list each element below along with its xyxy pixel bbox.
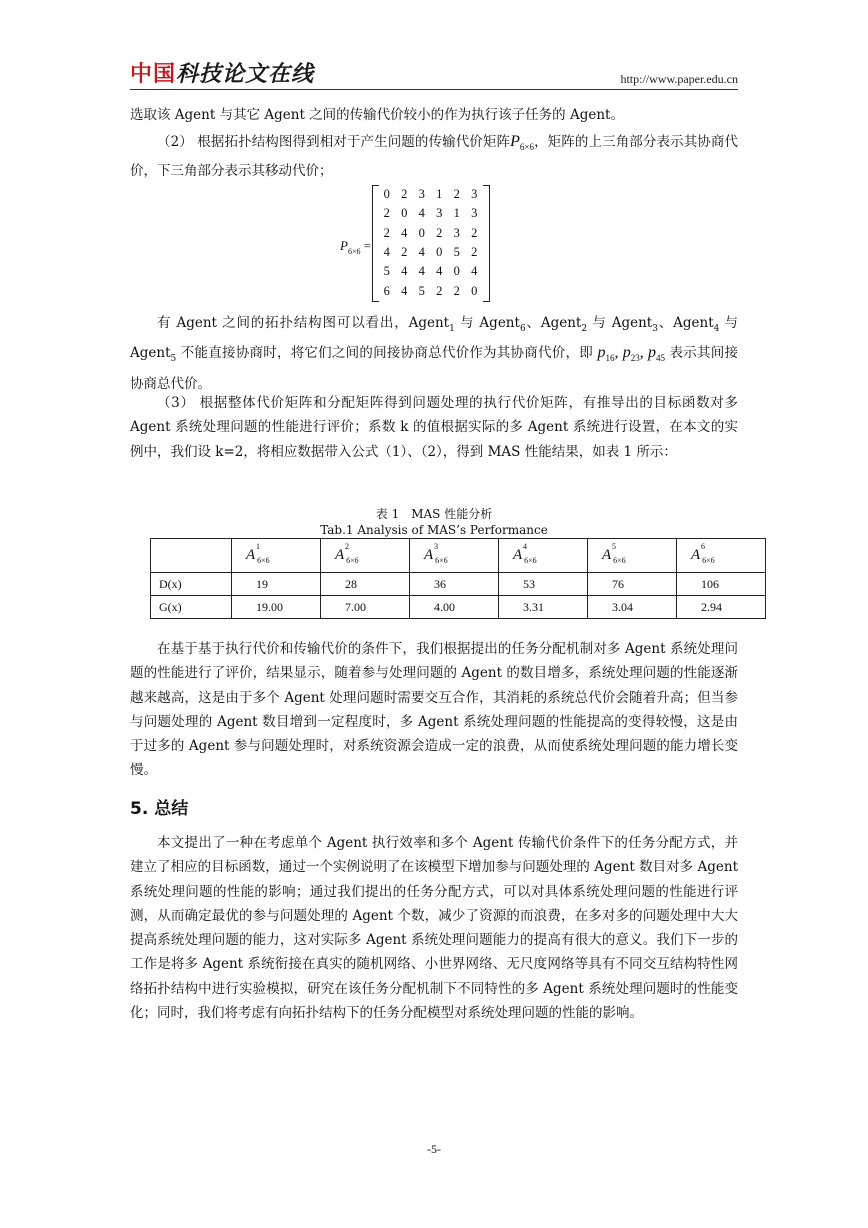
- table-row-label: D(x): [151, 573, 232, 596]
- table-header-cell: A 1 $_{6\times 6}$: [232, 539, 321, 573]
- matrix-cell: 0: [418, 225, 425, 240]
- table-header-cell: A 3 $_{6\times 6}$: [410, 539, 499, 573]
- matrix-cell: 2: [471, 225, 478, 240]
- section-number: 5.: [130, 799, 149, 819]
- matrix-cell: 4: [436, 264, 443, 279]
- paragraph-1: 选取该 Agent 与其它 Agent 之间的传输代价较小的作为执行该子任务的 Agent。: [130, 107, 624, 123]
- table-cell: 2.94: [677, 596, 766, 619]
- matrix-cell: 3: [418, 187, 425, 202]
- matrix-cell: 3: [471, 206, 478, 221]
- matrix-cell: 4: [401, 225, 408, 240]
- p3-indirect-costs: $p_{16}$, $p_{23}$, $p_{45}$: [597, 344, 666, 364]
- matrix-row: [378, 204, 483, 223]
- table-cell: 19: [232, 573, 321, 596]
- logo-black-text: 科技论文在线: [176, 62, 315, 87]
- paragraph-3: 有 Agent 之间的拓扑结构图可以看出，Agent$_1$ 与 Agent$_6$、Agent$_2$ 与 Agent$_3$、Agent$_4$ 与 Agent$_5$ 不能直接协商时，将它们之间的间接协商总代价作为其协商代价，即 $p_{16}$, $p_{23}$, $p_{45}$ 表示其间接协商总代价。: [130, 315, 739, 392]
- matrix-cell: 5: [453, 245, 460, 260]
- p2-matrix-symbol: $P_{6\times 6}$: [510, 133, 534, 152]
- journal-logo: [130, 62, 314, 88]
- matrix-cell: 2: [401, 187, 408, 202]
- header-url[interactable]: http://www.paper.edu.cn: [620, 72, 738, 86]
- table-cell: 4.00: [410, 596, 499, 619]
- logo-red-text: 中国: [130, 62, 177, 87]
- matrix-cell: 4: [401, 283, 408, 298]
- matrix-cell: 4: [383, 245, 390, 260]
- table-header-row: [151, 539, 766, 573]
- paragraph-6: 本文提出了一种在考虑单个 Agent 执行效率和多个 Agent 传输代价条件下的任务分配方式，并建立了相应的目标函数，通过一个实例说明了在该模型下增加参与问题处理的 Agent 数目对多 Agent 系统处理问题的性能的影响；通过我们提出的任务分配方式，可以对具体系统处理问题的性能进行评测，从而确定最优的参与问题处理的 Agent 个数，减少了资源的而浪费，在多对多的问题处理中大大提高系统处理问题的能力，这对实际多 Agent 系统处理问题能力的提高有很大的意义。我们下一步的工作是将多 Agent 系统衔接在真实的随机网络、小世界网络、无尺度网络等具有不同交互结构特性网络拓扑结构中进行实验模拟，研究在该任务分配机制下不同特性的多 Agent 系统处理问题时的性能变化；同时，我们将考虑有向拓扑结构下的任务分配模型对系统处理问题的性能的影响。: [130, 835, 738, 1022]
- paragraph-4: （3） 根据整体代价矩阵和分配矩阵得到问题处理的执行代价矩阵，有推导出的目标函数对多 Agent 系统处理问题的性能进行评价；系数 k 的值根据实际的多 Agent 系统进行设置，在本文的实例中，我们设 k=2，将相应数据带入公式（1）、（2），得到 MAS 性能结果，如表 1 所示：: [130, 395, 738, 460]
- matrix-cell: 1: [453, 206, 460, 221]
- matrix-cell: 2: [383, 206, 390, 221]
- table-cell: 76: [588, 573, 677, 596]
- matrix-row: [378, 262, 483, 281]
- matrix-cell: 4: [418, 264, 425, 279]
- table-row: [151, 596, 766, 619]
- table-header-cell: A 4 $_{6\times 6}$: [499, 539, 588, 573]
- paragraph-2: [130, 130, 738, 184]
- matrix-cell: 2: [436, 225, 443, 240]
- matrix-cell: 0: [453, 264, 460, 279]
- matrix-cell: 2: [436, 283, 443, 298]
- table-cell: 53: [499, 573, 588, 596]
- section-heading: [130, 797, 188, 821]
- matrix-cell: 3: [436, 206, 443, 221]
- matrix-cell: 2: [401, 245, 408, 260]
- matrix-row: [378, 243, 483, 262]
- cost-matrix: [372, 183, 490, 305]
- matrix-right-bracket: [483, 185, 490, 302]
- table-header-cell: A 2 $_{6\times 6}$: [321, 539, 410, 573]
- matrix-cell: 0: [401, 206, 408, 221]
- matrix-row: [378, 224, 483, 243]
- matrix-cell: 2: [453, 187, 460, 202]
- matrix-cell: 0: [471, 283, 478, 298]
- matrix-cell: 4: [471, 264, 478, 279]
- matrix-cell: 3: [471, 187, 478, 202]
- p2-text-a: （2） 根据拓扑结构图得到相对于产生问题的传输代价矩阵: [157, 134, 511, 150]
- performance-table: [150, 538, 766, 619]
- page-number: -5-: [427, 1142, 441, 1156]
- matrix-cell: 5: [418, 283, 425, 298]
- table-row: [151, 573, 766, 596]
- matrix-cell: 4: [418, 206, 425, 221]
- table-caption-cn: 表 1 MAS 性能分析: [375, 507, 493, 521]
- matrix-row: [378, 281, 483, 300]
- table-caption-en: Tab.1 Analysis of MAS’s Performance: [320, 523, 548, 537]
- matrix-cell: 4: [401, 264, 408, 279]
- table-header-cell: A 5 $_{6\times 6}$: [588, 539, 677, 573]
- table-header-cell: A 6 $_{6\times 6}$: [677, 539, 766, 573]
- matrix-cell: 2: [453, 283, 460, 298]
- matrix-cell: 4: [418, 245, 425, 260]
- table-cell: 7.00: [321, 596, 410, 619]
- matrix-cell: 2: [471, 245, 478, 260]
- matrix-cell: 0: [436, 245, 443, 260]
- table-row-label: G(x): [151, 596, 232, 619]
- matrix-cell: 6: [383, 283, 390, 298]
- matrix-cell: 0: [383, 187, 390, 202]
- table-cell: 19.00: [232, 596, 321, 619]
- section-title: 总结: [154, 799, 189, 819]
- matrix-cell: 5: [383, 264, 390, 279]
- matrix-cell: 2: [383, 225, 390, 240]
- table-cell: 3.04: [588, 596, 677, 619]
- matrix-cell: 3: [453, 225, 460, 240]
- header-rule: [130, 89, 738, 90]
- table-cell: 36: [410, 573, 499, 596]
- table-cell: 28: [321, 573, 410, 596]
- matrix-cell: 1: [436, 187, 443, 202]
- table-cell: 3.31: [499, 596, 588, 619]
- paragraph-5: 在基于基于执行代价和传输代价的条件下，我们根据提出的任务分配机制对多 Agent 系统处理问题的性能进行了评价，结果显示，随着参与处理问题的 Agent 的数目增多，系统处理问题的性能逐渐越来越高，这是由于多个 Agent 处理问题时需要交互合作，其消耗的系统总代价会随着升高；但当参与问题处理的 Agent 数目增到一定程度时，多 Agent 系统处理问题的性能提高的变得较慢，这是由于过多的 Agent 参与问题处理时，对系统资源会造成一定的浪费，从而使系统处理问题的能力增长变慢。: [130, 641, 738, 779]
- matrix-row: [378, 185, 483, 204]
- table-cell: 106: [677, 573, 766, 596]
- matrix-label: $P_{6\times 6}$ =: [340, 238, 372, 256]
- p2-text-b: ，矩阵的上三角部分表示其协商代价，下三角部分表示其移动代价；: [130, 134, 739, 180]
- matrix-grid: [378, 185, 483, 301]
- table-corner-cell: [151, 539, 232, 573]
